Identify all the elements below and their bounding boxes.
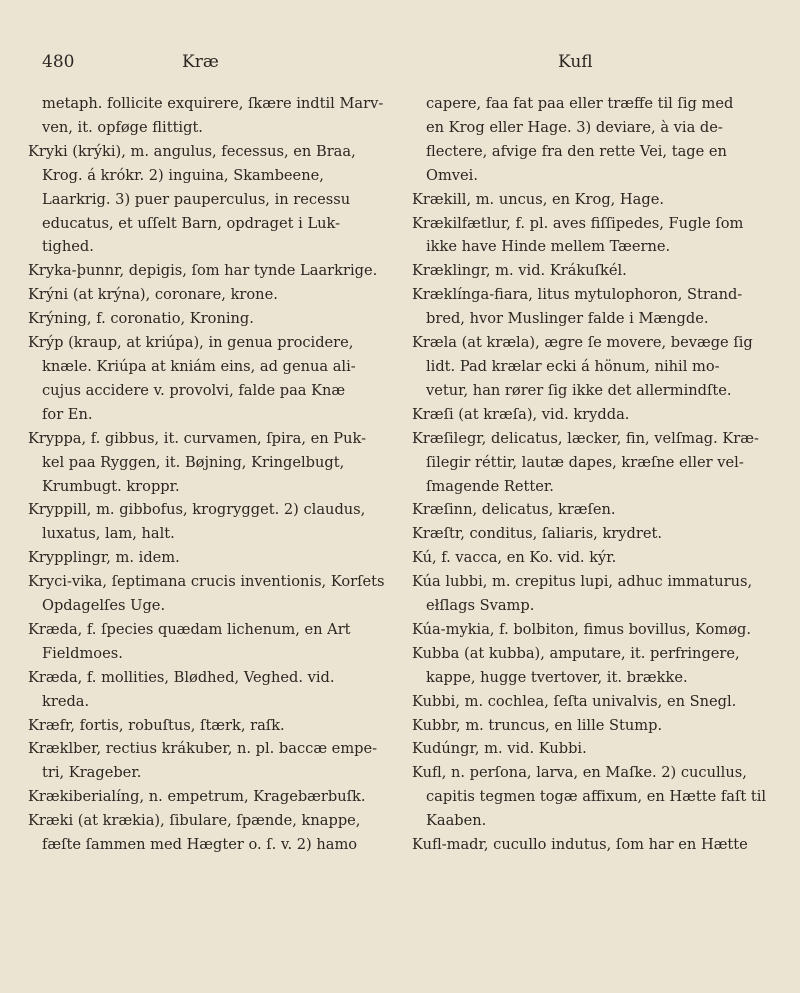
entry-line: capitis tegmen togæ affixum, en Hætte faſt til	[426, 788, 767, 806]
entry-line: tri, Krageber.	[42, 764, 142, 782]
entry-line: bred, hvor Muslinger falde i Mængde.	[426, 310, 709, 328]
entry-line: Kúa lubbi, m. crepitus lupi, adhuc immaturus,	[412, 573, 753, 591]
entry-line: fæſte ſammen med Hægter o. ſ. v. 2) hamo	[42, 836, 358, 854]
entry-line: Kræda, f. ſpecies quædam lichenum, en Art	[28, 620, 351, 638]
entry-line: Kúa-mykia, f. bolbiton, fimus bovillus, Komøg.	[412, 620, 752, 638]
entry-line: kappe, hugge tvertover, it. brække.	[426, 668, 688, 686]
entry-line: Kubbi, m. cochlea, ſeſta univalvis, en Snegl.	[412, 692, 737, 710]
entry-line: Omvei.	[426, 166, 478, 184]
right-guide-word: Kufl	[558, 52, 593, 72]
entry-line: Kræſilegr, delicatus, læcker, fin, velſmag. Kræ-	[412, 429, 759, 447]
entry-line: Kubba (at kubba), amputare, it. perfringere,	[412, 644, 740, 662]
left-column	[28, 92, 388, 857]
entry-line: Krækill, m. uncus, en Krog, Hage.	[412, 190, 664, 208]
entry-line: Krypplingr, m. idem.	[28, 549, 180, 567]
entry-line: ſilegir réttir, lautæ dapes, kræſne eller vel-	[426, 453, 744, 471]
entry-line: ven, it. opføge flittigt.	[42, 118, 203, 136]
entry-line: Kræda, f. mollities, Blødhed, Veghed. vid.	[28, 668, 335, 686]
entry-line: ełſlags Svamp.	[426, 597, 535, 615]
entry-line: Krog. á krókr. 2) inguina, Skambeene,	[42, 166, 324, 184]
entry-line: Kræſi (at kræſa), vid. krydda.	[412, 405, 630, 423]
entry-line: Krumbugt. kroppr.	[42, 477, 180, 495]
right-column	[412, 92, 782, 857]
entry-line: Krækilfætlur, f. pl. aves fiſſipedes, Fugle ſom	[412, 214, 744, 232]
entry-line: Kudúngr, m. vid. Kubbi.	[412, 740, 587, 758]
entry-line: Kræki (at krækia), ſibulare, ſpænde, knappe,	[28, 812, 361, 830]
entry-line: kel paa Ryggen, it. Bøjning, Kringelbugt,	[42, 453, 345, 471]
entry-line: Kræklínga-fiara, litus mytulophoron, Strand-	[412, 286, 743, 304]
entry-line: Kræſinn, delicatus, kræſen.	[412, 501, 616, 519]
entry-line: Kryci-vika, ſeptimana crucis inventionis, Korſets	[28, 573, 385, 591]
entry-line: Opdagelſes Uge.	[42, 597, 166, 615]
entry-line: Krýp (kraup, at kriúpa), in genua procidere,	[28, 334, 354, 352]
entry-line: luxatus, lam, halt.	[42, 525, 175, 543]
entry-line: Krækiberialíng, n. empetrum, Kragebærbuſk.	[28, 788, 366, 806]
left-guide-word: Kræ	[182, 52, 219, 72]
entry-line: Kryppill, m. gibbofus, krogrygget. 2) claudus,	[28, 501, 366, 519]
entry-line: Kú, f. vacca, en Ko. vid. kýr.	[412, 549, 617, 567]
entry-line: Kræſtr, conditus, ſaliaris, krydret.	[412, 525, 662, 543]
entry-line: Laarkrig. 3) puer pauperculus, in recessu	[42, 190, 351, 208]
entry-line: capere, faa fat paa eller træffe til ſig med	[426, 95, 734, 112]
page-number: 480	[42, 52, 75, 72]
entry-line: en Krog eller Hage. 3) deviare, à via de-	[426, 118, 723, 136]
entry-line: Kryki (krýki), m. angulus, fecessus, en Braa,	[28, 142, 356, 160]
entry-line: ikke have Hinde mellem Tæerne.	[426, 238, 671, 256]
entry-line: Kufl, n. perſona, larva, en Maſke. 2) cucullus,	[412, 764, 747, 782]
entry-line: kreda.	[42, 692, 90, 710]
entry-line: Fieldmoes.	[42, 644, 123, 662]
entry-line: for En.	[42, 405, 93, 423]
entry-line: Kræklber, rectius krákuber, n. pl. baccæ empe-	[28, 740, 378, 758]
entry-line: Kubbr, m. truncus, en lille Stump.	[412, 716, 663, 734]
entry-line: Krýni (at krýna), coronare, krone.	[28, 286, 278, 304]
entry-line: Kryka-þunnr, depigis, ſom har tynde Laarkrige.	[28, 262, 378, 280]
entry-line: vetur, han rører ſig ikke det allermindſte.	[426, 381, 732, 399]
page-header	[0, 52, 800, 82]
entry-line: Kaaben.	[426, 812, 487, 830]
entry-line: flectere, afvige fra den rette Vei, tage en	[426, 142, 727, 160]
entry-line: metaph. follicite exquirere, ſkære indtil Marv-	[42, 95, 384, 112]
entry-line: lidt. Pad krælar ecki á hönum, nihil mo-	[426, 357, 720, 375]
entry-line: Kryppa, f. gibbus, it. curvamen, ſpira, en Puk-	[28, 429, 367, 447]
entry-line: educatus, et uſſelt Barn, opdraget i Luk-	[42, 214, 341, 232]
entry-line: ſmagende Retter.	[426, 477, 554, 495]
entry-line: Krýning, f. coronatio, Kroning.	[28, 310, 254, 328]
entry-line: Kræla (at kræla), ægre ſe movere, bevæge ſig	[412, 334, 753, 352]
entry-line: knæle. Kriúpa at kniám eins, ad genua ali-	[42, 357, 356, 375]
entry-line: Kræklingr, m. vid. Krákuſkél.	[412, 262, 627, 280]
entry-line: Kræfr, fortis, robuſtus, ſtærk, raſk.	[28, 716, 285, 734]
entry-line: cujus accidere v. provolvi, falde paa Knæ	[42, 381, 346, 399]
entry-line: Kufl-madr, cucullo indutus, ſom har en Hætte	[412, 836, 748, 854]
entry-line: tighed.	[42, 238, 94, 256]
